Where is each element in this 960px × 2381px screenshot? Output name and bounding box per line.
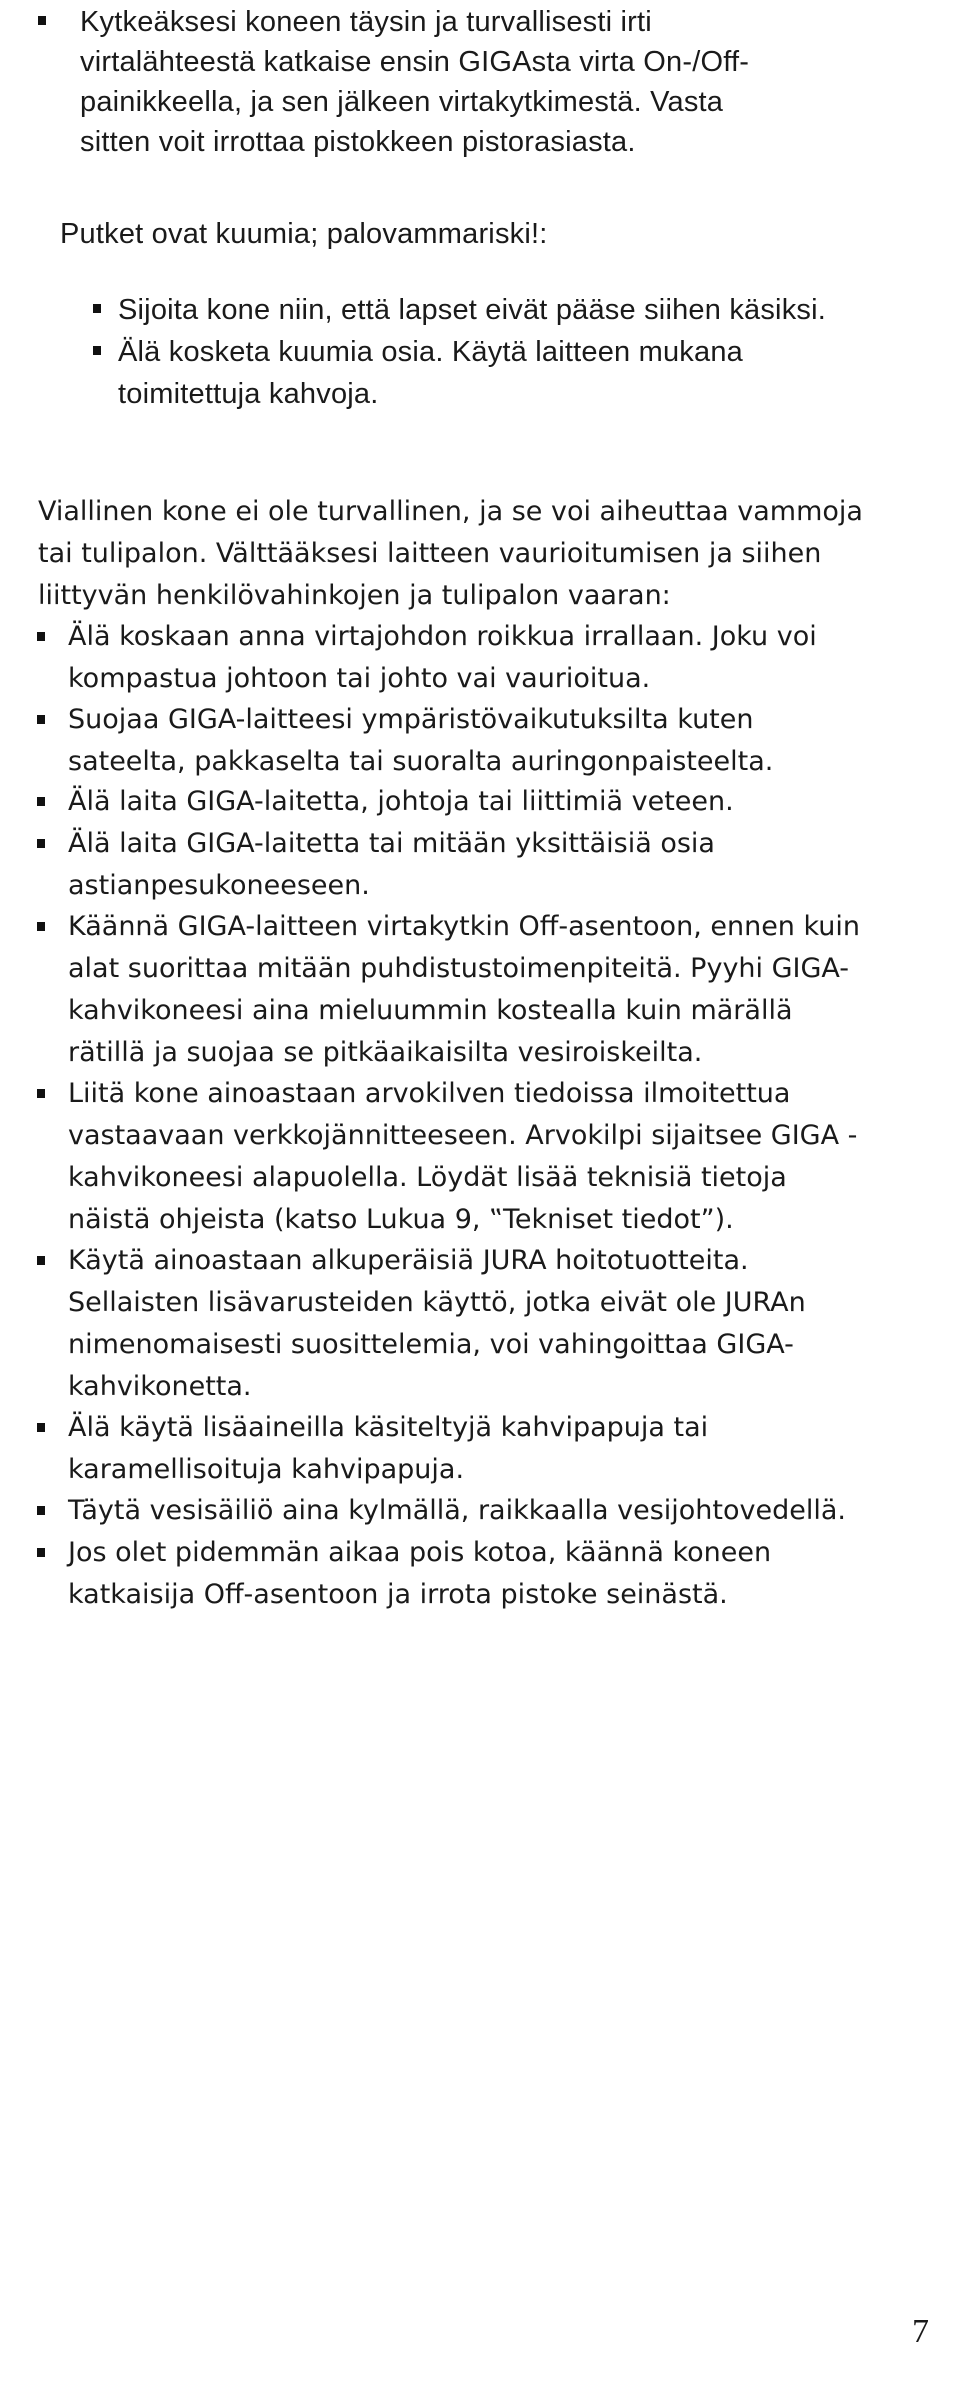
bullet-text-line: Täytä vesisäiliö aina kylmällä, raikkaalla vesijohtovedellä. <box>68 1495 846 1526</box>
bullet-marker <box>37 1089 45 1098</box>
bullet-text-line: kahvikonetta. <box>68 1371 252 1402</box>
bullet-marker <box>38 16 46 25</box>
bullet-text-line: katkaisija Off-asentoon ja irrota pistoke seinästä. <box>68 1579 728 1610</box>
text-line: sitten voit irrottaa pistokkeen pistorasiasta. <box>80 126 636 158</box>
text-line: virtalähteestä katkaise ensin GIGAsta virta On-/Off- <box>80 46 750 78</box>
bullet-text-line: Käännä GIGA-laitteen virtakytkin Off-asentoon, ennen kuin <box>68 911 861 942</box>
bullet-marker <box>93 346 101 355</box>
bullet-text-line: Suojaa GIGA-laitteesi ympäristövaikutuksilta kuten <box>68 704 754 735</box>
text-line: Kytkeäksesi koneen täysin ja turvallisesti irti <box>80 6 652 38</box>
text-line: Älä kosketa kuumia osia. Käytä laitteen mukana <box>118 336 743 368</box>
bullet-text-line: astianpesukoneeseen. <box>68 870 370 901</box>
bullet-text-line: kahvikoneesi aina mieluummin kostealla kuin märällä <box>68 995 793 1026</box>
bullet-text-line: alat suorittaa mitään puhdistustoimenpiteitä. Pyyhi GIGA- <box>68 953 850 984</box>
bullet-text-line: Käytä ainoastaan alkuperäisiä JURA hoitotuotteita. <box>68 1245 749 1276</box>
bullet-text-line: Älä käytä lisäaineilla käsiteltyjä kahvipapuja tai <box>68 1412 709 1443</box>
bullet-text-line: Älä laita GIGA-laitetta, johtoja tai liittimiä veteen. <box>68 786 734 817</box>
text-line: painikkeella, ja sen jälkeen virtakytkimestä. Vasta <box>80 86 724 118</box>
bullet-marker <box>37 922 45 931</box>
bullet-marker <box>37 839 45 848</box>
text-line: toimitettuja kahvoja. <box>118 378 379 410</box>
bullet-text-line: Älä laita GIGA-laitetta tai mitään yksittäisiä osia <box>68 828 715 859</box>
bullet-text-line: Liitä kone ainoastaan arvokilven tiedoissa ilmoitettua <box>68 1078 791 1109</box>
bullet-text-line: Sellaisten lisävarusteiden käyttö, jotka eivät ole JURAn <box>68 1287 806 1318</box>
bullet-text-line: karamellisoituja kahvipapuja. <box>68 1454 465 1485</box>
page-number: 7 <box>912 2313 929 2350</box>
bullet-text-line: Älä koskaan anna virtajohdon roikkua irrallaan. Joku voi <box>68 621 817 652</box>
bullet-text-line: näistä ohjeista (katso Lukua 9, ‟Tekniset tiedot”). <box>68 1204 734 1235</box>
intro-line: tai tulipalon. Välttääksesi laitteen vaurioitumisen ja siihen <box>38 538 822 569</box>
bullet-text-line: sateelta, pakkaselta tai suoralta auringonpaisteelta. <box>68 746 774 777</box>
intro-line: Viallinen kone ei ole turvallinen, ja se voi aiheuttaa vammoja <box>38 496 863 527</box>
bullet-marker <box>37 797 45 806</box>
bullet-marker <box>37 715 45 724</box>
bullet-marker <box>37 1548 45 1557</box>
bullet-text-line: kompastua johtoon tai johto vai vaurioitua. <box>68 663 651 694</box>
bullet-marker <box>37 1423 45 1432</box>
bullet-text-line: Jos olet pidemmän aikaa pois kotoa, käännä koneen <box>68 1537 772 1568</box>
bullet-marker <box>37 1506 45 1515</box>
warning-heading: Putket ovat kuumia; palovammariski!: <box>60 218 548 250</box>
text-line: Sijoita kone niin, että lapset eivät pääse siihen käsiksi. <box>118 294 826 326</box>
bullet-text-line: nimenomaisesti suosittelemia, voi vahingoittaa GIGA- <box>68 1329 794 1360</box>
intro-line: liittyvän henkilövahinkojen ja tulipalon vaaran: <box>38 580 671 611</box>
bullet-marker <box>37 1256 45 1265</box>
bullet-text-line: vastaavaan verkkojännitteeseen. Arvokilpi sijaitsee GIGA - <box>68 1120 858 1151</box>
bullet-text-line: rätillä ja suojaa se pitkäaikaisilta vesiroiskeilta. <box>68 1037 703 1068</box>
bullet-text-line: kahvikoneesi alapuolella. Löydät lisää teknisiä tietoja <box>68 1162 787 1193</box>
bullet-marker <box>37 632 45 641</box>
bullet-marker <box>93 304 101 313</box>
